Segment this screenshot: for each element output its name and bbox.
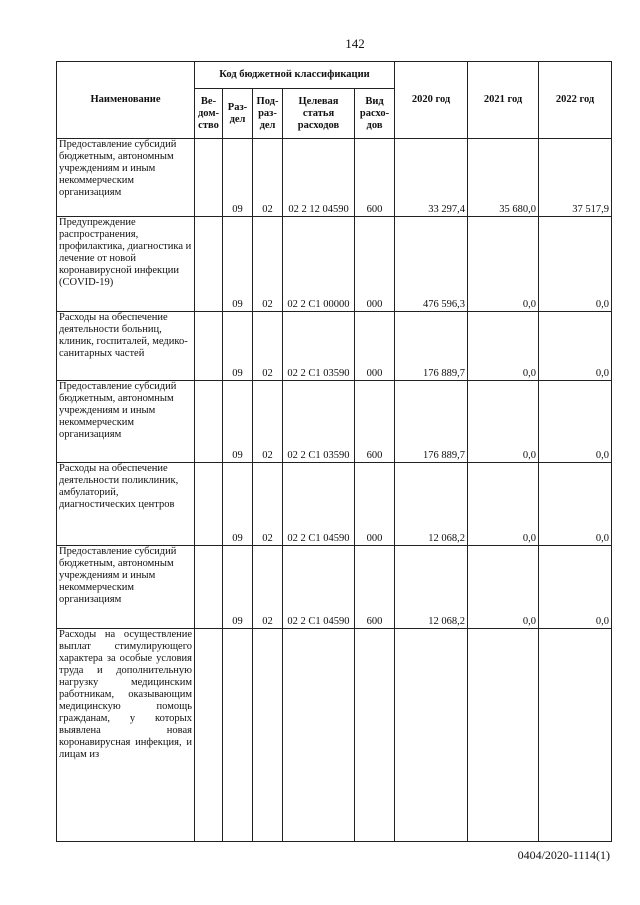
row-2022: 37 517,9 xyxy=(539,139,612,217)
row-2020: 476 596,3 xyxy=(395,217,468,312)
row-2022: 0,0 xyxy=(539,217,612,312)
row-expense-type: 600 xyxy=(355,381,395,463)
row-subsection: 02 xyxy=(253,312,283,381)
header-section: Раз- дел xyxy=(223,89,253,139)
row-department xyxy=(195,139,223,217)
table-row xyxy=(57,629,612,842)
row-name: Расходы на осуществление выплат стимулирующего характера за особые условия труда и дополнительную нагрузку медицинским работникам, оказывающим медицинскую помощь гражданам, у которых выявлена новая коронавирусная инфекция, и лицам из xyxy=(57,629,195,842)
row-subsection: 02 xyxy=(253,381,283,463)
row-2021 xyxy=(468,629,539,842)
row-2020: 176 889,7 xyxy=(395,381,468,463)
row-name: Расходы на обеспечение деятельности больниц, клиник, госпиталей, медико-санитарных частей xyxy=(57,312,195,381)
row-2022: 0,0 xyxy=(539,546,612,629)
table-row xyxy=(57,217,612,312)
row-name: Расходы на обеспечение деятельности поликлиник, амбулаторий, диагностических центров xyxy=(57,463,195,546)
row-subsection: 02 xyxy=(253,546,283,629)
table-row xyxy=(57,463,612,546)
row-2022: 0,0 xyxy=(539,381,612,463)
row-section: 09 xyxy=(223,381,253,463)
row-section: 09 xyxy=(223,217,253,312)
row-2020: 176 889,7 xyxy=(395,312,468,381)
row-subsection xyxy=(253,629,283,842)
row-2020: 12 068,2 xyxy=(395,546,468,629)
row-expense-type: 000 xyxy=(355,463,395,546)
row-target-item: 02 2 С1 03590 xyxy=(283,381,355,463)
row-expense-type: 000 xyxy=(355,217,395,312)
row-target-item: 02 2 С1 04590 xyxy=(283,546,355,629)
table-row xyxy=(57,546,612,629)
row-department xyxy=(195,546,223,629)
row-name: Предоставление субсидий бюджетным, автономным учреждениям и иным некоммерческим организациям xyxy=(57,381,195,463)
row-2022: 0,0 xyxy=(539,463,612,546)
row-subsection: 02 xyxy=(253,139,283,217)
row-expense-type: 600 xyxy=(355,546,395,629)
table-row xyxy=(57,312,612,381)
row-target-item: 02 2 С1 00000 xyxy=(283,217,355,312)
row-2020: 33 297,4 xyxy=(395,139,468,217)
row-department xyxy=(195,312,223,381)
row-department xyxy=(195,217,223,312)
row-section: 09 xyxy=(223,546,253,629)
header-2020: 2020 год xyxy=(395,62,468,139)
row-target-item: 02 2 12 04590 xyxy=(283,139,355,217)
row-name: Предупреждение распространения, профилактика, диагностика и лечение от новой коронавирусной инфекции (COVID-19) xyxy=(57,217,195,312)
header-budget-code: Код бюджетной классификации xyxy=(195,62,395,89)
header-expense-type: Вид расхо- дов xyxy=(355,89,395,139)
row-department xyxy=(195,463,223,546)
row-target-item: 02 2 С1 03590 xyxy=(283,312,355,381)
table-row xyxy=(57,139,612,217)
page-number: 142 xyxy=(345,36,365,51)
row-department xyxy=(195,381,223,463)
row-subsection: 02 xyxy=(253,217,283,312)
row-2022 xyxy=(539,629,612,842)
row-target-item xyxy=(283,629,355,842)
row-2021: 0,0 xyxy=(468,217,539,312)
row-2021: 35 680,0 xyxy=(468,139,539,217)
row-2021: 0,0 xyxy=(468,546,539,629)
table-row xyxy=(57,381,612,463)
row-expense-type xyxy=(355,629,395,842)
header-target-item: Целевая статья расходов xyxy=(283,89,355,139)
row-section: 09 xyxy=(223,463,253,546)
row-name: Предоставление субсидий бюджетным, автономным учреждениям и иным некоммерческим организациям xyxy=(57,546,195,629)
budget-table xyxy=(56,61,612,842)
row-target-item: 02 2 С1 04590 xyxy=(283,463,355,546)
header-department: Ве- дом- ство xyxy=(195,89,223,139)
row-2021: 0,0 xyxy=(468,312,539,381)
row-2020: 12 068,2 xyxy=(395,463,468,546)
row-name: Предоставление субсидий бюджетным, автономным учреждениям и иным некоммерческим организациям xyxy=(57,139,195,217)
header-subsection: Под- раз- дел xyxy=(253,89,283,139)
row-2020 xyxy=(395,629,468,842)
row-department xyxy=(195,629,223,842)
header-2021: 2021 год xyxy=(468,62,539,139)
row-2021: 0,0 xyxy=(468,463,539,546)
row-section: 09 xyxy=(223,312,253,381)
header-name: Наименование xyxy=(57,62,195,139)
row-2021: 0,0 xyxy=(468,381,539,463)
row-2022: 0,0 xyxy=(539,312,612,381)
row-subsection: 02 xyxy=(253,463,283,546)
document-code: 0404/2020-1114(1) xyxy=(517,848,610,862)
row-expense-type: 600 xyxy=(355,139,395,217)
row-expense-type: 000 xyxy=(355,312,395,381)
header-2022: 2022 год xyxy=(539,62,612,139)
row-section: 09 xyxy=(223,139,253,217)
row-section xyxy=(223,629,253,842)
